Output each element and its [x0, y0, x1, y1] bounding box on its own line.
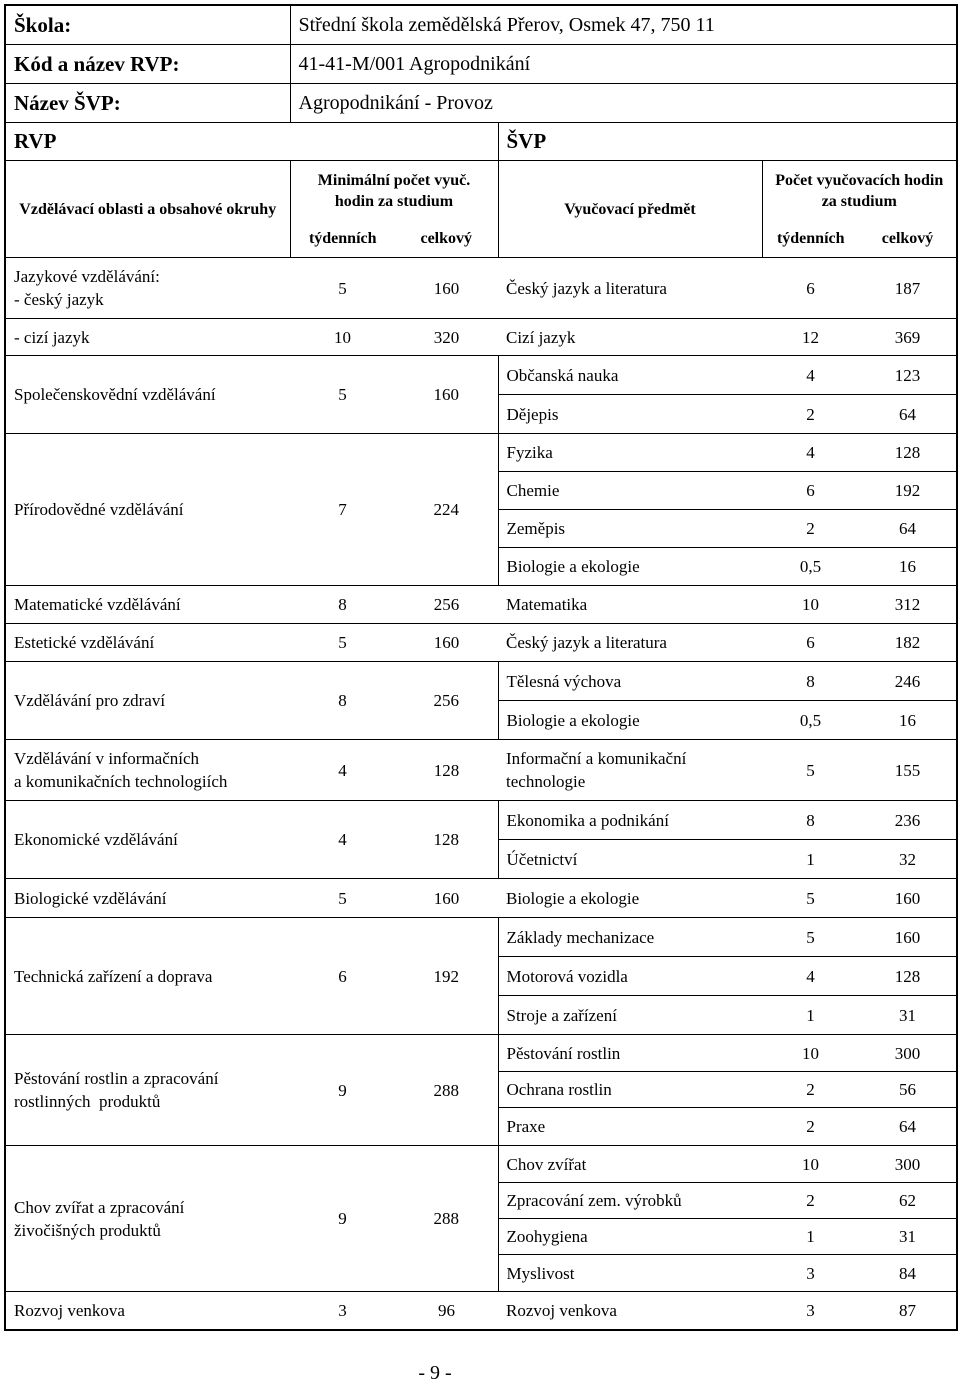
weekly-header: týdenních: [290, 221, 395, 258]
area-cell: [5, 740, 290, 801]
weekly-cell: 5: [290, 879, 395, 918]
subject-cell: Ekonomika a podnikání: [498, 801, 762, 840]
svp-weekly-cell: 3: [762, 1255, 859, 1292]
svp-name-row: [5, 84, 957, 123]
area-cell: [5, 1035, 290, 1146]
svp-total-cell: 31: [859, 996, 957, 1035]
area-name: Jazykové vzdělávání:: [14, 267, 160, 286]
svp-weekly-cell: 1: [762, 996, 859, 1035]
subject-cell: Pěstování rostlin: [498, 1035, 762, 1072]
area-cell: Vzdělávání pro zdraví: [5, 662, 290, 740]
svp-total-cell: 16: [859, 548, 957, 586]
weekly-cell: 5: [290, 258, 395, 319]
svp-weekly-cell: 2: [762, 510, 859, 548]
svp-total-cell: 246: [859, 662, 957, 701]
svp-weekly-cell: 4: [762, 356, 859, 395]
table-row: [5, 258, 957, 319]
svp-total-cell: 192: [859, 472, 957, 510]
svp-weekly-cell: 4: [762, 434, 859, 472]
subject-cell: Zpracování zem. výrobků: [498, 1183, 762, 1219]
area-cell: Estetické vzdělávání: [5, 624, 290, 662]
svp-total-cell: 160: [859, 879, 957, 918]
total-cell: 256: [395, 586, 498, 624]
subject-cell: Biologie a ekologie: [498, 548, 762, 586]
svp-name-value: Agropodnikání - Provoz: [290, 84, 957, 123]
svp-total-cell: 300: [859, 1146, 957, 1183]
svp-total-cell: 236: [859, 801, 957, 840]
table-row: [5, 662, 957, 701]
subject-cell: Matematika: [498, 586, 762, 624]
page-number: - 9 -: [418, 1362, 452, 1384]
weekly-cell: 5: [290, 624, 395, 662]
table-row: [5, 586, 957, 624]
table-row: [5, 434, 957, 472]
subject-cell: Občanská nauka: [498, 356, 762, 395]
table-row: [5, 624, 957, 662]
area-name: Pěstování rostlin a zpracování: [14, 1069, 219, 1088]
table-row: [5, 1035, 957, 1072]
svp-total-cell: 56: [859, 1072, 957, 1108]
svp-total-cell: 64: [859, 395, 957, 434]
area-cell: - cizí jazyk: [5, 319, 290, 356]
subject-cell: Základy mechanizace: [498, 918, 762, 957]
subject-cell: Stroje a zařízení: [498, 996, 762, 1035]
svp-weekly-cell: 2: [762, 1183, 859, 1219]
svp-weekly-cell: 6: [762, 258, 859, 319]
svp-total-cell: 369: [859, 319, 957, 356]
total-cell: 96: [395, 1292, 498, 1331]
svp-weekly-cell: 5: [762, 918, 859, 957]
svp-name-label: Název ŠVP:: [5, 84, 290, 123]
svp-weekly-cell: 10: [762, 586, 859, 624]
rvp-section: RVP: [5, 123, 498, 161]
total-header: celkový: [395, 221, 498, 258]
svp-total-cell: 128: [859, 434, 957, 472]
weekly-cell: 10: [290, 319, 395, 356]
column-header-row: [5, 161, 957, 222]
subject-cell: Zeměpis: [498, 510, 762, 548]
weekly-cell: 5: [290, 356, 395, 434]
table-row: [5, 1292, 957, 1331]
area-name-cont: rostlinných produktů: [14, 1092, 161, 1111]
table-row: [5, 740, 957, 801]
svp-total-cell: 300: [859, 1035, 957, 1072]
svp-weekly-cell: 10: [762, 1146, 859, 1183]
subject-cell: Biologie a ekologie: [498, 879, 762, 918]
svp-total-cell: 87: [859, 1292, 957, 1331]
rvp-code-value: 41-41-M/001 Agropodnikání: [290, 45, 957, 84]
svp-weekly-cell: 2: [762, 395, 859, 434]
svp-total-header: celkový: [859, 221, 957, 258]
min-hours-header: Minimální počet vyuč. hodin za studium: [290, 161, 498, 222]
subject-cell: Praxe: [498, 1108, 762, 1146]
weekly-cell: 7: [290, 434, 395, 586]
svp-total-cell: 64: [859, 1108, 957, 1146]
area-subname: - český jazyk: [14, 290, 104, 309]
subject-cell: Biologie a ekologie: [498, 701, 762, 740]
subject-header: Vyučovací předmět: [498, 161, 762, 258]
area-cell: Matematické vzdělávání: [5, 586, 290, 624]
weekly-cell: 4: [290, 801, 395, 879]
school-value: Střední škola zemědělská Přerov, Osmek 47, 750 11: [290, 5, 957, 45]
rvp-code-label: Kód a název RVP:: [5, 45, 290, 84]
weekly-cell: 9: [290, 1146, 395, 1292]
svp-total-cell: 128: [859, 957, 957, 996]
svp-total-cell: 31: [859, 1219, 957, 1255]
table-row: [5, 319, 957, 356]
area-name-cont: a komunikačních technologiích: [14, 772, 228, 791]
svp-total-cell: 123: [859, 356, 957, 395]
weekly-cell: 8: [290, 586, 395, 624]
svp-total-cell: 155: [859, 740, 957, 801]
svp-weekly-cell: 0,5: [762, 548, 859, 586]
svp-weekly-cell: 1: [762, 1219, 859, 1255]
svp-weekly-cell: 6: [762, 472, 859, 510]
svp-weekly-cell: 3: [762, 1292, 859, 1331]
section-row: [5, 123, 957, 161]
subject-name-cont: technologie: [506, 772, 586, 791]
area-cell: Přírodovědné vzdělávání: [5, 434, 290, 586]
svp-total-cell: 62: [859, 1183, 957, 1219]
subject-cell: Motorová vozidla: [498, 957, 762, 996]
weekly-cell: 9: [290, 1035, 395, 1146]
svp-weekly-cell: 5: [762, 879, 859, 918]
svp-total-cell: 160: [859, 918, 957, 957]
curriculum-table: [4, 4, 958, 1331]
table-row: [5, 1146, 957, 1183]
total-cell: 128: [395, 740, 498, 801]
svp-total-cell: 16: [859, 701, 957, 740]
subject-cell: Fyzika: [498, 434, 762, 472]
subject-cell: Chemie: [498, 472, 762, 510]
rvp-code-row: [5, 45, 957, 84]
subject-cell: Český jazyk a literatura: [498, 624, 762, 662]
total-cell: 288: [395, 1035, 498, 1146]
weekly-cell: 3: [290, 1292, 395, 1331]
area-cell: [5, 258, 290, 319]
svp-total-cell: 312: [859, 586, 957, 624]
subject-cell: Účetnictví: [498, 840, 762, 879]
area-cell: [5, 1146, 290, 1292]
subject-cell: Rozvoj venkova: [498, 1292, 762, 1331]
weekly-cell: 6: [290, 918, 395, 1035]
subject-cell: Ochrana rostlin: [498, 1072, 762, 1108]
svp-total-cell: 84: [859, 1255, 957, 1292]
svp-total-cell: 32: [859, 840, 957, 879]
total-cell: 160: [395, 879, 498, 918]
svp-weekly-cell: 2: [762, 1108, 859, 1146]
subject-cell: [498, 740, 762, 801]
area-cell: Technická zařízení a doprava: [5, 918, 290, 1035]
area-cell: Ekonomické vzdělávání: [5, 801, 290, 879]
subject-cell: Český jazyk a literatura: [498, 258, 762, 319]
total-cell: 128: [395, 801, 498, 879]
total-cell: 320: [395, 319, 498, 356]
svp-weekly-cell: 4: [762, 957, 859, 996]
subject-name: Informační a komunikační: [506, 749, 687, 768]
subject-cell: Chov zvířat: [498, 1146, 762, 1183]
area-cell: Společenskovědní vzdělávání: [5, 356, 290, 434]
svp-weekly-cell: 8: [762, 801, 859, 840]
total-cell: 224: [395, 434, 498, 586]
table-row: [5, 356, 957, 395]
svp-weekly-cell: 10: [762, 1035, 859, 1072]
svp-weekly-cell: 1: [762, 840, 859, 879]
subject-cell: Cizí jazyk: [498, 319, 762, 356]
table-row: [5, 801, 957, 840]
weekly-cell: 4: [290, 740, 395, 801]
svp-weekly-header: týdenních: [762, 221, 859, 258]
svp-weekly-cell: 6: [762, 624, 859, 662]
svp-section: ŠVP: [498, 123, 957, 161]
total-cell: 256: [395, 662, 498, 740]
svp-weekly-cell: 0,5: [762, 701, 859, 740]
subject-cell: Tělesná výchova: [498, 662, 762, 701]
area-cell: Rozvoj venkova: [5, 1292, 290, 1331]
area-name: Vzdělávání v informačních: [14, 749, 200, 768]
area-name-cont: živočišných produktů: [14, 1220, 161, 1240]
total-cell: 288: [395, 1146, 498, 1292]
svp-total-cell: 187: [859, 258, 957, 319]
subject-cell: Dějepis: [498, 395, 762, 434]
svp-hours-header: Počet vyučovacích hodin za studium: [762, 161, 957, 222]
svp-weekly-cell: 8: [762, 662, 859, 701]
total-cell: 160: [395, 624, 498, 662]
subject-cell: Zoohygiena: [498, 1219, 762, 1255]
svp-weekly-cell: 12: [762, 319, 859, 356]
school-label: Škola:: [5, 5, 290, 45]
school-row: [5, 5, 957, 45]
area-cell: Biologické vzdělávání: [5, 879, 290, 918]
svp-weekly-cell: 5: [762, 740, 859, 801]
total-cell: 160: [395, 356, 498, 434]
subject-cell: Myslivost: [498, 1255, 762, 1292]
total-cell: 192: [395, 918, 498, 1035]
weekly-cell: 8: [290, 662, 395, 740]
total-cell: 160: [395, 258, 498, 319]
table-row: [5, 879, 957, 918]
table-row: [5, 918, 957, 957]
area-name: Chov zvířat a zpracování: [14, 1197, 185, 1217]
svp-total-cell: 182: [859, 624, 957, 662]
svp-weekly-cell: 2: [762, 1072, 859, 1108]
svp-total-cell: 64: [859, 510, 957, 548]
area-header: Vzdělávací oblasti a obsahové okruhy: [5, 161, 290, 258]
